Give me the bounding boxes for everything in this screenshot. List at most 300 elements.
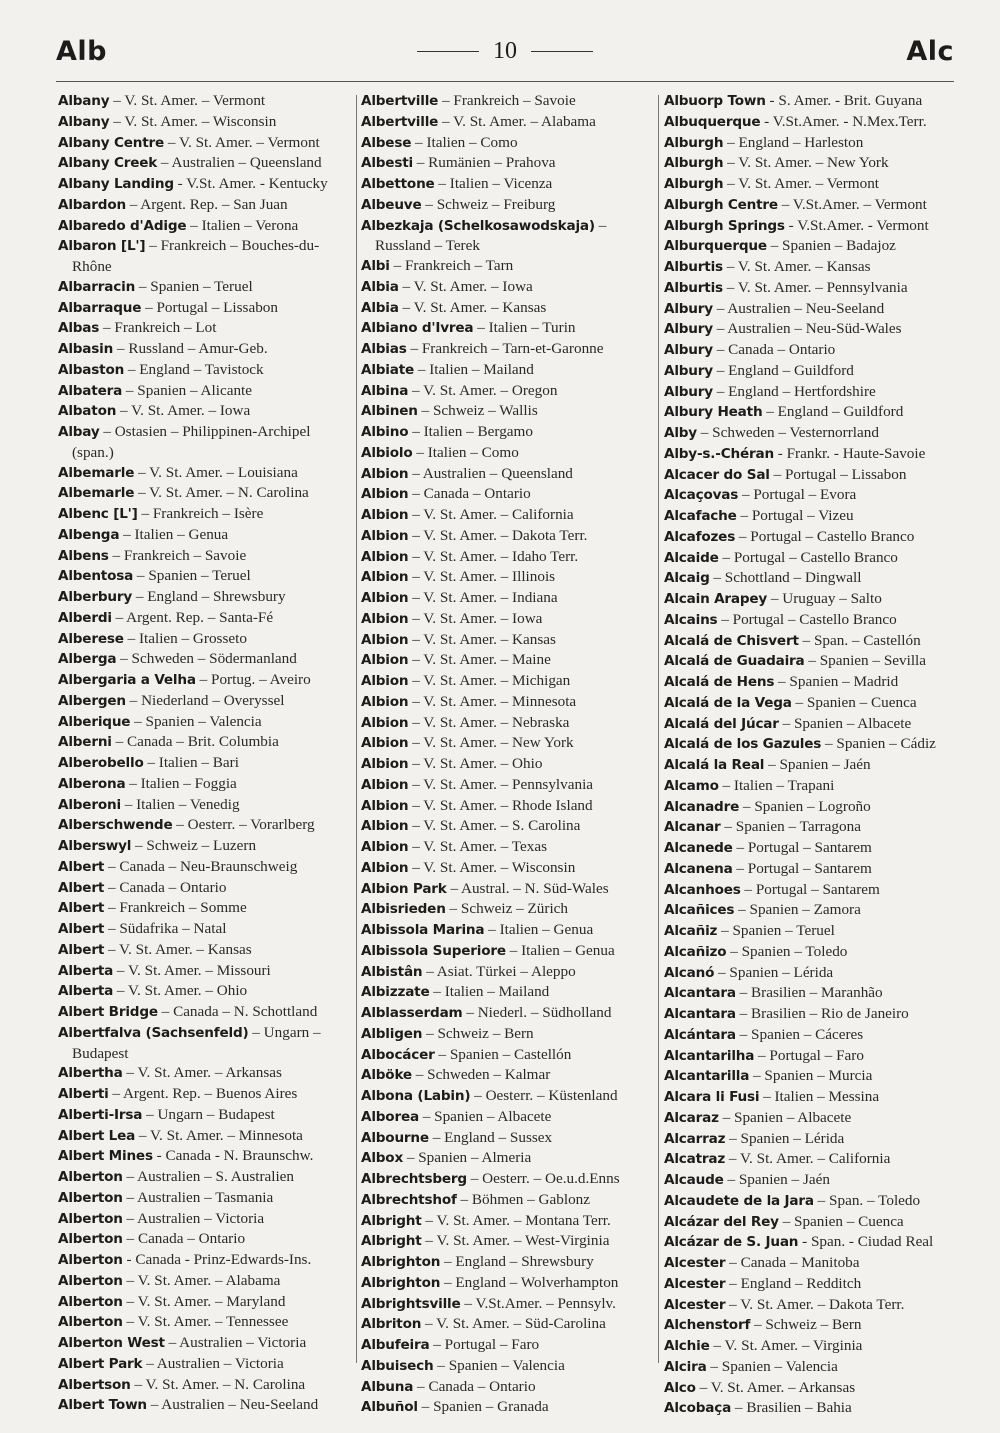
entry-term: Alcester (664, 1296, 726, 1313)
gazetteer-entry (58, 1271, 354, 1292)
gazetteer-entry (361, 484, 657, 505)
gazetteer-entry (664, 797, 959, 818)
entry-term: Alcira (664, 1358, 707, 1375)
entry-description: – Spanien – Almeria (406, 1149, 532, 1167)
entry-description: – Spanien – Zamora (738, 901, 861, 919)
entry-description: – Spanien – Jaén (727, 1171, 830, 1188)
entry-term: Alcanó (664, 964, 715, 981)
gazetteer-entry (58, 629, 354, 650)
entry-term: Albright (361, 1233, 422, 1250)
gazetteer-entry (664, 589, 959, 610)
entry-term: Alcaude (664, 1172, 724, 1188)
entry-term: Alcamo (664, 777, 719, 794)
entry-term: Albury (664, 383, 713, 400)
column-divider-2 (658, 95, 659, 1363)
entry-description: – Schweiz – Luzern (135, 837, 257, 854)
gazetteer-entry (58, 174, 354, 195)
entry-description: – Australien – Neu-Seeland (150, 1396, 319, 1414)
gazetteer-entry (58, 381, 354, 402)
entry-description: – Australien – Victoria (168, 1334, 307, 1351)
entry-description: – V. St. Amer. – Pennsylvania (412, 775, 594, 793)
gazetteer-entry (361, 671, 657, 692)
gazetteer-entry (361, 692, 657, 713)
entry-term: Alburgh (664, 176, 724, 192)
entry-description: – Canada – Ontario (412, 485, 531, 503)
gazetteer-entry (58, 1375, 354, 1396)
gazetteer-entry (361, 1190, 657, 1211)
gazetteer-entry (664, 631, 959, 652)
gazetteer-entry (664, 1336, 959, 1357)
entry-description: – Frankreich – Savoie (112, 546, 247, 564)
gazetteer-entry (361, 1377, 657, 1398)
gazetteer-entry (361, 1356, 657, 1377)
entry-description: – Canada – Manitoba (729, 1254, 860, 1271)
gazetteer-entry (361, 962, 657, 983)
gazetteer-entry (664, 1232, 959, 1253)
gazetteer-entry (664, 1191, 959, 1212)
gazetteer-entry (664, 568, 959, 589)
entry-description: – Schottland – Dingwall (713, 569, 862, 587)
entry-term: Alcanhoes (664, 881, 741, 898)
entry-description: - Span. - Ciudad Real (802, 1233, 934, 1251)
entry-description: – Spanien – Badajoz (770, 237, 896, 255)
entry-description: – England – Redditch (729, 1274, 862, 1292)
gazetteer-entry (58, 981, 354, 1002)
entry-description: – Italien – Venedig (124, 795, 240, 813)
entry-term: Alberton (58, 1252, 123, 1268)
gazetteer-entry (58, 691, 354, 712)
entry-description: – Spanien – Teruel (721, 922, 835, 939)
gazetteer-entry (664, 921, 959, 942)
gazetteer-entry (58, 277, 354, 298)
gazetteer-entry (664, 1046, 959, 1067)
gazetteer-entry (664, 983, 959, 1004)
gazetteer-entry (361, 733, 657, 754)
entry-description: – Spanien – Cáceres (739, 1025, 864, 1043)
gazetteer-entry (664, 195, 959, 216)
entry-description: – Italien – Genua (123, 525, 229, 543)
entry-description: – Spanien – Teruel (136, 567, 251, 585)
entry-term: Albarracin (58, 278, 136, 295)
gazetteer-entry (58, 1105, 354, 1126)
entry-description: - V.St.Amer. - N.Mex.Terr. (764, 112, 927, 130)
gazetteer-entry (664, 506, 959, 527)
entry-description: – Canada – N. Schottland (161, 1003, 318, 1020)
entry-term: Alcanadre (664, 798, 740, 815)
entry-description: – Brasilien – Maranhão (739, 984, 883, 1002)
entry-description: – Spanien – Cádiz (824, 735, 936, 753)
entry-term: Albaredo d'Adige (58, 217, 187, 234)
entry-description: – Oesterr. – Küstenland (474, 1087, 618, 1104)
entry-term: Alcázar de S. Juan (664, 1234, 799, 1251)
entry-term: Alcantarilha (664, 1047, 755, 1064)
gazetteer-entry (664, 548, 959, 569)
header-dash-left (417, 51, 479, 52)
entry-description: – Südafrika – Natal (107, 920, 227, 937)
entry-description: – Spanien – Lérida (729, 1129, 845, 1147)
entry-description: – Schweiz – Freiburg (425, 195, 556, 213)
entry-term: Albertville (361, 113, 439, 130)
entry-term: Albinen (361, 403, 418, 420)
entry-description: – V. St. Amer. – California (728, 1150, 891, 1168)
entry-term: Alburgh Springs (664, 217, 785, 234)
gazetteer-entry (664, 1004, 959, 1025)
entry-description: – V. St. Amer. – Iowa (412, 609, 543, 627)
entry-term: Alburquerque (664, 238, 767, 255)
gazetteer-entry (361, 630, 657, 651)
entry-term: Albas (58, 320, 100, 337)
entry-description: – V. St. Amer. – Kansas (402, 298, 547, 316)
gazetteer-entry (361, 941, 657, 962)
gazetteer-entry (58, 133, 354, 154)
gazetteer-entry (58, 546, 354, 567)
entry-term: Alberta (58, 962, 114, 979)
entry-term: Albion (361, 610, 409, 627)
gazetteer-entry (664, 1212, 959, 1233)
entry-term: Alcázar del Rey (664, 1213, 779, 1230)
entry-description: – Portugal – Evora (741, 486, 857, 504)
entry-term: Albiate (361, 361, 415, 378)
header-rule (56, 81, 954, 82)
gazetteer-entry (664, 299, 959, 320)
entry-term: Albiano d'Ivrea (361, 320, 474, 337)
gazetteer-entry (58, 940, 354, 961)
entry-term: Albistân (361, 963, 423, 980)
gazetteer-entry (664, 1253, 959, 1274)
gazetteer-entry (664, 1108, 959, 1129)
entry-description: – Spanien – Jaén (768, 756, 871, 773)
entry-term: Albion (361, 714, 409, 731)
gazetteer-entry (664, 361, 959, 382)
gazetteer-entry (58, 1002, 354, 1023)
gazetteer-entry (664, 1315, 959, 1336)
entry-term: Albert Town (58, 1397, 147, 1414)
entry-term: Albino (361, 424, 409, 440)
entry-term: Albocácer (361, 1046, 435, 1063)
entry-description: – Italien – Foggia (129, 774, 237, 792)
entry-description: - V.St.Amer. - Vermont (788, 216, 929, 234)
entry-term: Alcantarilla (664, 1068, 750, 1085)
entry-term: Alcafache (664, 508, 737, 524)
entry-term: Albion (361, 527, 409, 544)
entry-term: Albese (361, 134, 412, 151)
entry-description: - Canada - Prinz-Edwards-Ins. (126, 1251, 312, 1268)
gazetteer-entry (58, 1292, 354, 1313)
gazetteer-entry (361, 1231, 657, 1252)
entry-description: – Ostasien – Philippinen-Archipel (span.) (72, 423, 311, 461)
gazetteer-entry (58, 112, 354, 133)
entry-term: Alberton (58, 1231, 123, 1248)
entry-term: Alcántara (664, 1026, 736, 1043)
entry-term: Albertha (58, 1065, 123, 1082)
gazetteer-entry (58, 318, 354, 339)
entry-term: Alby-s.-Chéran (664, 445, 774, 462)
entry-term: Albany Landing (58, 176, 174, 192)
entry-description: – V. St. Amer. – Ohio (116, 982, 248, 1000)
gazetteer-entry (664, 693, 959, 714)
entry-description: – V. St. Amer. – Louisiana (138, 463, 298, 481)
entry-description: – Italien – Mailand (433, 983, 550, 1001)
gazetteer-entry (361, 464, 657, 485)
entry-term: Albia (361, 299, 399, 316)
entry-term: Alchie (664, 1338, 710, 1354)
gazetteer-entry (664, 1149, 959, 1170)
entry-description: – Spanien – Toledo (730, 942, 848, 960)
entry-description: – Asiat. Türkei – Aleppo (426, 962, 576, 980)
gazetteer-entry (361, 1024, 657, 1045)
gazetteer-entry (664, 651, 959, 672)
entry-term: Albion (361, 818, 409, 835)
entry-description: – Spanien – Cuenca (795, 693, 917, 711)
entry-term: Albany (58, 113, 110, 130)
entry-term: Albesti (361, 155, 413, 172)
entry-term: Albert (58, 879, 105, 896)
entry-term: Alböke (361, 1067, 412, 1084)
gazetteer-entry (58, 857, 354, 878)
entry-description: – Portugal – Santarem (744, 880, 880, 898)
entry-term: Albion (361, 590, 409, 606)
entry-term: Albias (361, 341, 407, 357)
entry-description: – Schweiz – Bern (753, 1316, 862, 1334)
entry-term: Albuquerque (664, 113, 761, 130)
gazetteer-entry (58, 195, 354, 216)
entry-description: – Argent. Rep. – Santa-Fé (115, 608, 274, 626)
entry-description: – Russland – Amur-Geb. (116, 340, 268, 357)
entry-description: – V. St. Amer. – Alabama (126, 1271, 281, 1289)
entry-description: – V.St.Amer. – Pennsylv. (464, 1294, 616, 1312)
gazetteer-entry (361, 318, 657, 339)
entry-term: Albion (361, 631, 409, 648)
gazetteer-entry (58, 1188, 354, 1209)
gazetteer-entry (664, 755, 959, 776)
gazetteer-entry (58, 1063, 354, 1084)
entry-description: – Schweden – Södermanland (120, 650, 297, 668)
entry-term: Albury (664, 362, 713, 379)
entry-description: – V. St. Amer. – Virginia (713, 1337, 863, 1354)
entry-description: - Canada - N. Braunschw. (156, 1147, 314, 1165)
entry-term: Alcara li Fusi (664, 1089, 760, 1105)
entry-description: – Spanien – Madrid (778, 673, 899, 690)
entry-term: Albrechtsberg (361, 1171, 467, 1187)
entry-term: Alburgh Centre (664, 196, 778, 213)
entry-term: Albaron [L'] (58, 238, 146, 255)
entry-description: – Brasilien – Bahia (734, 1399, 852, 1417)
entry-term: Alburgh (664, 134, 724, 151)
gazetteer-entry (361, 174, 657, 195)
entry-term: Alcatraz (664, 1151, 726, 1168)
entry-description: – Schweden – Vesternorrland (700, 424, 879, 441)
entry-description: – Ungarn – Budapest (146, 1105, 275, 1123)
entry-term: Albright (361, 1212, 422, 1229)
gazetteer-entry (361, 1169, 657, 1190)
entry-description: - V.St. Amer. - Kentucky (177, 175, 328, 192)
gazetteer-entry (664, 1129, 959, 1150)
entry-term: Albany Centre (58, 134, 165, 151)
gazetteer-entry (664, 340, 959, 361)
gazetteer-entry (58, 878, 354, 899)
gazetteer-entry (58, 1084, 354, 1105)
entry-description: – Italien – Turin (477, 319, 576, 337)
entry-term: Alcañices (664, 902, 735, 919)
entry-description: – Russland – Terek (375, 216, 607, 255)
entry-description: – Frankreich – Tarn-et-Garonne (410, 340, 604, 357)
entry-description: – Spanien – Cuenca (782, 1212, 904, 1230)
entry-term: Albriton (361, 1316, 422, 1333)
entry-description: – V. St. Amer. – Kansas (412, 630, 556, 648)
gazetteer-entry (361, 1086, 657, 1107)
entry-term: Alberton (58, 1189, 123, 1206)
entry-term: Albrighton (361, 1254, 441, 1270)
entry-term: Albens (58, 547, 109, 564)
header-dash-right (531, 51, 593, 52)
entry-description: – Spanien – Logroño (742, 797, 871, 815)
entry-term: Alberona (58, 775, 126, 792)
gazetteer-entry (58, 1354, 354, 1375)
entry-term: Alcaudete de la Jara (664, 1192, 814, 1209)
entry-term: Alberswyl (58, 838, 132, 854)
gazetteer-entry (361, 650, 657, 671)
entry-term: Alcalá de la Vega (664, 694, 792, 711)
gazetteer-entry (58, 919, 354, 940)
gazetteer-entry (361, 360, 657, 381)
gazetteer-entry (664, 817, 959, 838)
gazetteer-entry (361, 775, 657, 796)
entry-description: – Schweiz – Bern (426, 1024, 534, 1042)
gazetteer-entry (664, 1295, 959, 1316)
entry-term: Albuisech (361, 1357, 434, 1374)
entry-column-2 (361, 91, 657, 1418)
gazetteer-entry (361, 422, 657, 443)
entry-description: – Frankreich – Savoie (442, 92, 576, 109)
entry-term: Albion (361, 507, 409, 523)
entry-description: – V. St. Amer. – Texas (412, 838, 547, 855)
entry-term: Albury (664, 300, 713, 317)
entry-term: Albertville (361, 93, 439, 109)
gazetteer-entry (58, 1395, 354, 1416)
entry-description: – V. St. Amer. – Arkansas (126, 1064, 282, 1082)
gazetteer-entry (361, 837, 657, 858)
entry-description: – Spanien – Murcia (753, 1067, 873, 1085)
entry-term: Alberti-Irsa (58, 1106, 143, 1123)
gazetteer-entry (58, 566, 354, 587)
entry-description: – Australien – Victoria (146, 1354, 284, 1372)
entry-description: – Australien – Neu-Seeland (716, 299, 885, 317)
entry-description: – Frankreich – Somme (107, 899, 247, 917)
entry-description: – Span. – Castellón (802, 631, 921, 649)
gazetteer-entry (664, 714, 959, 735)
entry-description: – Australien – Victoria (126, 1209, 265, 1227)
entry-term: Albenga (58, 526, 120, 543)
entry-description: – V. St. Amer. – Kansas (726, 258, 871, 275)
entry-description: – V. St. Amer. – Süd-Carolina (425, 1315, 606, 1333)
entry-description: – Canada – Ontario (417, 1377, 536, 1395)
gazetteer-entry (58, 360, 354, 381)
entry-term: Albufeira (361, 1337, 430, 1353)
entry-description: – Rumänien – Prahova (416, 154, 556, 172)
gazetteer-entry (361, 982, 657, 1003)
entry-term: Alcaig (664, 570, 710, 587)
gazetteer-entry (664, 527, 959, 548)
gazetteer-entry (58, 774, 354, 795)
entry-description: – Canada – Ontario (716, 341, 836, 358)
entry-term: Albergen (58, 692, 126, 709)
entry-description: – Spanien – Lérida (718, 963, 834, 981)
page-number (403, 38, 607, 65)
gazetteer-entry (58, 753, 354, 774)
entry-term: Alcafozes (664, 528, 736, 545)
entry-description: – Italien – Vicenza (438, 175, 553, 192)
entry-term: Albaton (58, 403, 117, 420)
entry-term: Albrighton (361, 1274, 441, 1291)
gazetteer-entry (361, 713, 657, 734)
entry-description: – Italien – Genua (488, 921, 594, 938)
gazetteer-entry (361, 754, 657, 775)
gazetteer-entry (58, 91, 354, 112)
gazetteer-entry (58, 795, 354, 816)
entry-description: – Portugal – Vizeu (740, 507, 854, 524)
entry-description: – Australien – Queensland (160, 154, 322, 172)
gazetteer-entry (664, 216, 959, 237)
entry-term: Alburgh (664, 155, 724, 172)
entry-description: – England – Hertfordshire (716, 382, 876, 400)
entry-description: – Frankreich – Tarn (393, 257, 514, 274)
gazetteer-entry (361, 1065, 657, 1086)
entry-term: Alcantara (664, 985, 736, 1002)
gazetteer-entry (58, 401, 354, 422)
entry-term: Alcalá de Guadaira (664, 653, 805, 670)
gazetteer-entry (361, 112, 657, 133)
entry-term: Albion (361, 756, 409, 772)
entry-description: – Italien – Verona (190, 216, 299, 234)
entry-description: – Australien – Neu-Süd-Wales (716, 320, 902, 338)
entry-term: Albert (58, 941, 105, 958)
entry-description: – V. St. Amer. – Iowa (402, 277, 533, 295)
gazetteer-entry (58, 525, 354, 546)
entry-term: Alcalá de Hens (664, 674, 775, 690)
header-right-guide: Alc (906, 36, 954, 67)
entry-description: – Niederland – Overyssel (129, 691, 285, 709)
gazetteer-entry (664, 734, 959, 755)
gazetteer-entry (664, 112, 959, 133)
entry-description: – Portugal – Lissabon (145, 298, 278, 316)
entry-description: – Spanien – Valencia (710, 1357, 838, 1375)
entry-term: Alberni (58, 734, 112, 751)
gazetteer-entry (361, 609, 657, 630)
entry-description: – England – Sussex (432, 1128, 553, 1146)
gazetteer-entry (664, 485, 959, 506)
gazetteer-entry (58, 608, 354, 629)
entry-term: Albert (58, 858, 105, 875)
gazetteer-entry (58, 587, 354, 608)
entry-term: Albuñol (361, 1399, 418, 1416)
entry-description: – V. St. Amer. – Iowa (120, 402, 251, 420)
gazetteer-entry (361, 816, 657, 837)
entry-description: - Frankr. - Haute-Savoie (777, 444, 926, 462)
entry-term: Alcanar (664, 819, 721, 836)
entry-term: Albergaria a Velha (58, 672, 196, 688)
entry-term: Albany Creek (58, 155, 158, 172)
gazetteer-entry (58, 1229, 354, 1250)
entry-description: – Portugal – Faro (758, 1046, 864, 1064)
gazetteer-entry (58, 670, 354, 691)
entry-description: – England – Wolverhampton (444, 1273, 619, 1291)
entry-term: Albiolo (361, 444, 413, 461)
entry-description: – Böhmen – Gablonz (460, 1190, 590, 1208)
entry-description: – Italien – Como (416, 443, 519, 461)
gazetteer-entry (58, 836, 354, 857)
gazetteer-entry (58, 483, 354, 504)
entry-description: – Portug. – Aveiro (199, 671, 311, 688)
